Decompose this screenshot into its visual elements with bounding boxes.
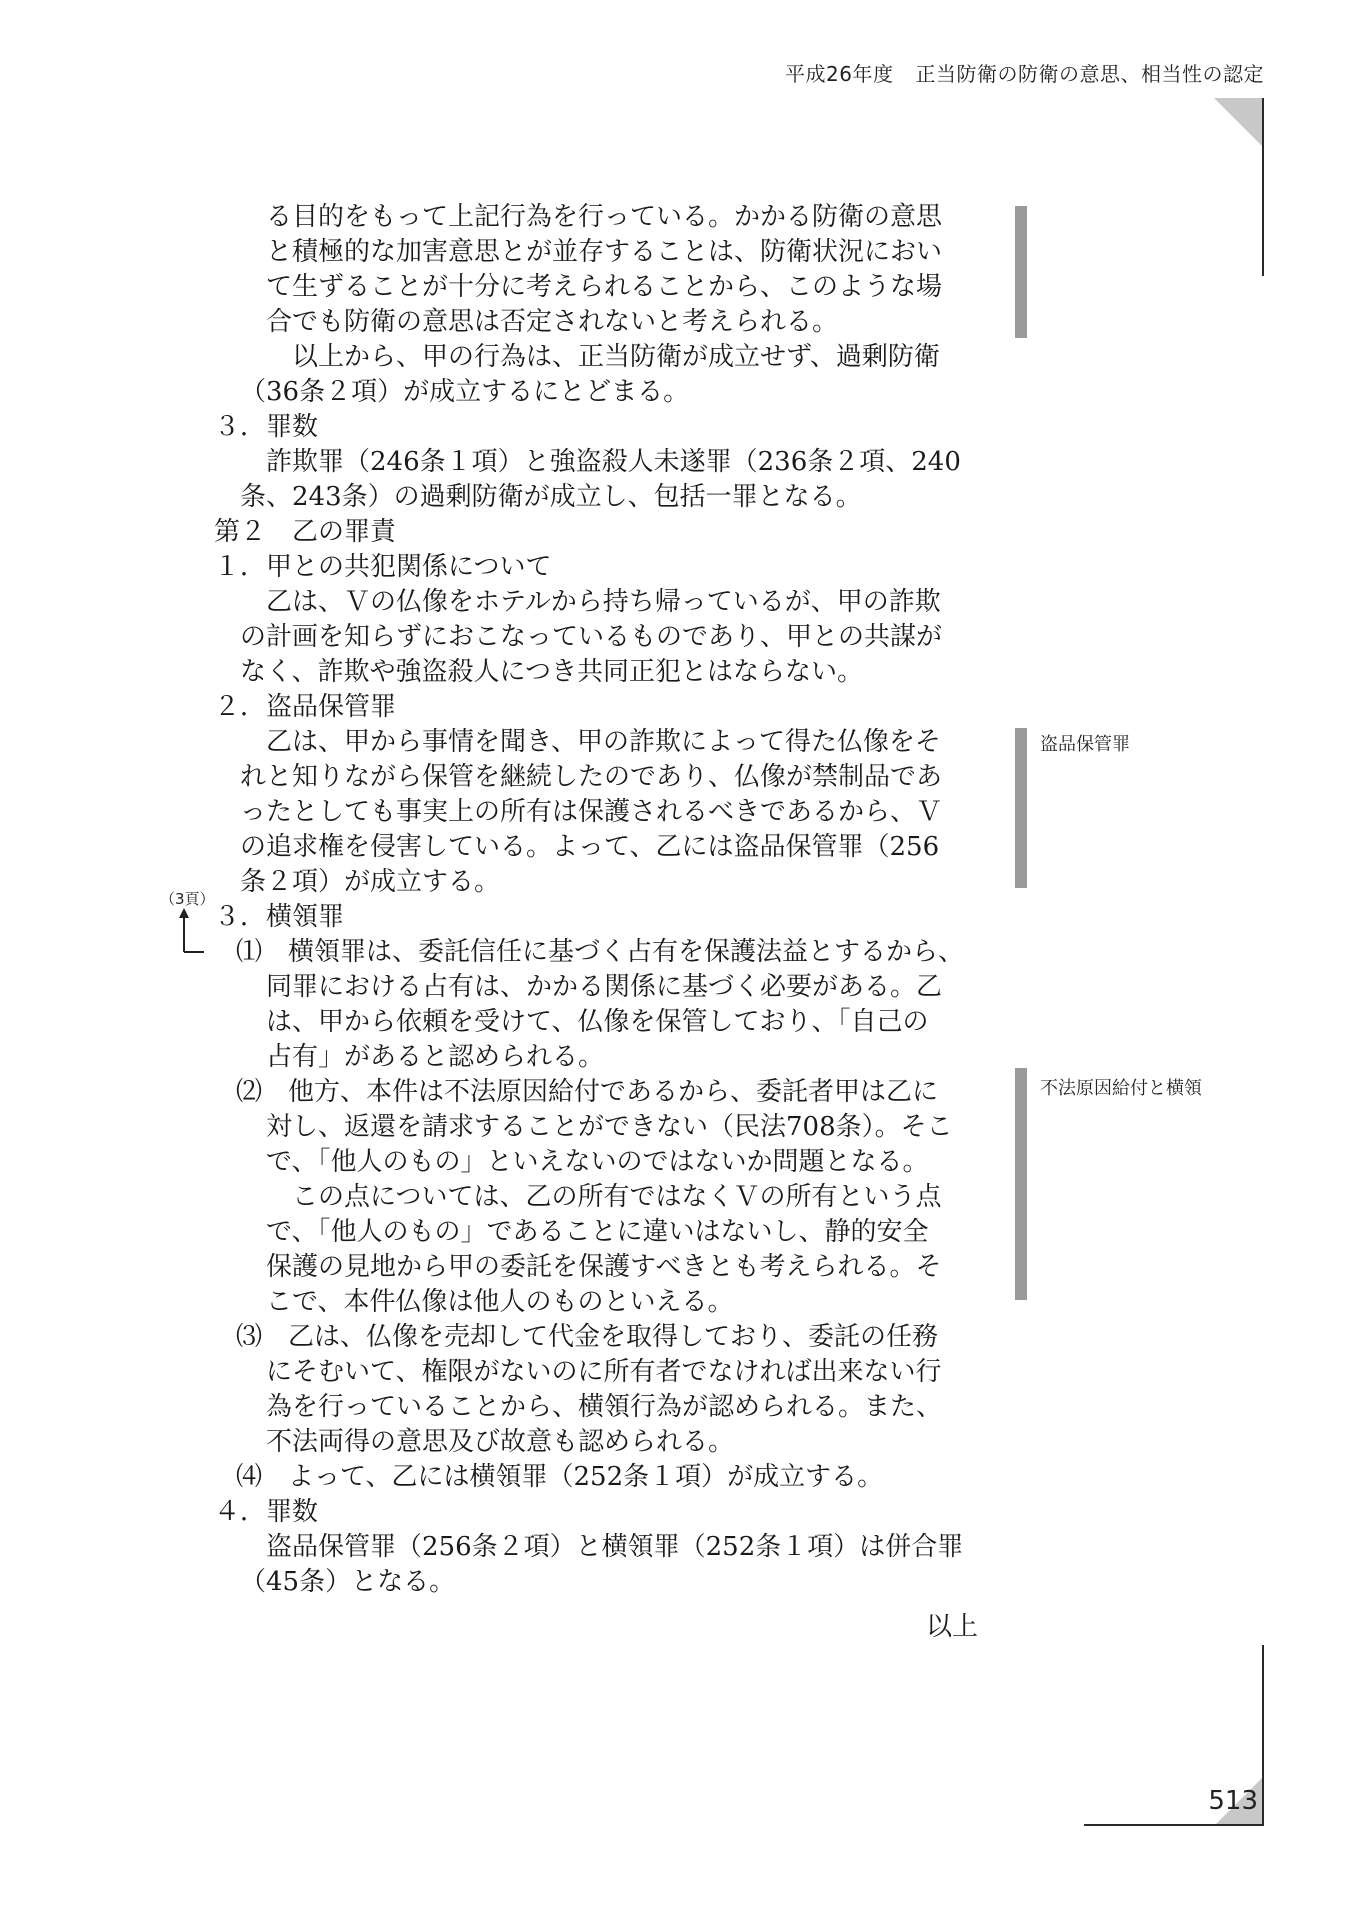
text-line: 以上から、甲の行為は、正当防衛が成立せず、過剰防衛: [292, 342, 940, 372]
text-line: れと知りながら保管を継続したのであり、仏像が禁制品であ: [240, 762, 943, 792]
page-number: 513: [1208, 1786, 1258, 1816]
text-line: 対し、返還を請求することができない（民法708条）。そこ: [266, 1112, 953, 1142]
section-heading: １．甲との共犯関係について: [214, 552, 552, 582]
text-line: （45条）となる。: [240, 1567, 456, 1597]
text-line: 不法両得の意思及び故意も認められる。: [266, 1427, 735, 1457]
text-line: て生ずることが十分に考えられることから、このような場: [266, 272, 943, 302]
text-line: この点については、乙の所有ではなくＶの所有という点: [292, 1182, 942, 1212]
section-heading: ４．罪数: [214, 1497, 319, 1527]
edge-rule-bottom: [1262, 1645, 1264, 1825]
chapter-heading: 第２ 乙の罪責: [214, 517, 397, 547]
text-line: 為を行っていることから、横領行為が認められる。また、: [266, 1392, 943, 1422]
text-line: の計画を知らずにおこなっているものであり、甲との共謀が: [240, 622, 943, 652]
text-line: 占有」があると認められる。: [266, 1042, 605, 1072]
section-heading: ３．横領罪: [214, 902, 345, 932]
text-line: ⑵ 他方、本件は不法原因給付であるから、委託者甲は乙に: [236, 1077, 939, 1107]
margin-note: 不法原因給付と横領: [1040, 1078, 1202, 1099]
text-line: で、「他人のもの」であることに違いはないし、静的安全: [266, 1217, 929, 1247]
text-line: 合でも防衛の意思は否定されないと考えられる。: [266, 307, 839, 337]
closing-mark: 以上: [925, 1612, 978, 1642]
text-line: （36条２項）が成立するにとどまる。: [240, 377, 690, 407]
text-line: 詐欺罪（246条１項）と強盗殺人未遂罪（236条２項、240: [266, 447, 961, 477]
text-line: ったとしても事実上の所有は保護されるべきであるから、Ｖ: [240, 797, 943, 827]
margin-bar: [1015, 728, 1027, 888]
text-line: は、甲から依頼を受けて、仏像を保管しており、「自己の: [266, 1007, 929, 1037]
corner-decoration-top: [1214, 98, 1262, 146]
text-line: と積極的な加害意思とが並存することは、防衛状況におい: [266, 237, 943, 267]
section-heading: ３．罪数: [214, 412, 319, 442]
margin-bar: [1015, 1068, 1027, 1300]
text-line: 条２項）が成立する。: [240, 867, 501, 897]
text-line: 条、243条）の過剰防衛が成立し、包括一罪となる。: [240, 482, 862, 512]
text-line: ⑴ 横領罪は、委託信任に基づく占有を保護法益とするから、: [236, 937, 965, 967]
footer-rule: [1084, 1824, 1264, 1826]
edge-rule-top: [1262, 98, 1264, 276]
text-line: ⑷ よって、乙には横領罪（252条１項）が成立する。: [236, 1462, 884, 1492]
text-line: 乙は、甲から事情を聞き、甲の詐欺によって得た仏像をそ: [266, 727, 941, 757]
margin-bar: [1015, 206, 1027, 338]
crossref-arrow-icon: [160, 888, 210, 958]
text-line: ⑶ 乙は、仏像を売却して代金を取得しており、委託の任務: [236, 1322, 939, 1352]
text-line: こで、本件仏像は他人のものといえる。: [266, 1287, 734, 1317]
header-year: 平成26年度: [785, 62, 894, 86]
text-line: 同罪における占有は、かかる関係に基づく必要がある。乙: [266, 972, 943, 1002]
text-line: の追求権を侵害している。よって、乙には盗品保管罪（256: [240, 832, 940, 862]
header-topic: 正当防衛の防衛の意思、相当性の認定: [915, 62, 1264, 86]
text-line: で、「他人のもの」といえないのではないか問題となる。: [266, 1147, 929, 1177]
running-header: [785, 58, 1264, 87]
text-line: にそむいて、権限がないのに所有者でなければ出来ない行: [266, 1357, 942, 1387]
text-line: 保護の見地から甲の委託を保護すべきとも考えられる。そ: [266, 1252, 942, 1282]
text-line: る目的をもって上記行為を行っている。かかる防衛の意思: [266, 202, 943, 232]
margin-note: 盗品保管罪: [1040, 734, 1130, 755]
cross-reference: [160, 888, 215, 958]
text-line: 乙は、Ｖの仏像をホテルから持ち帰っているが、甲の詐欺: [266, 587, 941, 617]
section-heading: ２．盗品保管罪: [214, 692, 397, 722]
crossref-label: （3頁）: [160, 890, 215, 908]
text-line: なく、詐欺や強盗殺人につき共同正犯とはならない。: [240, 657, 863, 687]
text-line: 盗品保管罪（256条２項）と横領罪（252条１項）は併合罪: [266, 1532, 964, 1562]
